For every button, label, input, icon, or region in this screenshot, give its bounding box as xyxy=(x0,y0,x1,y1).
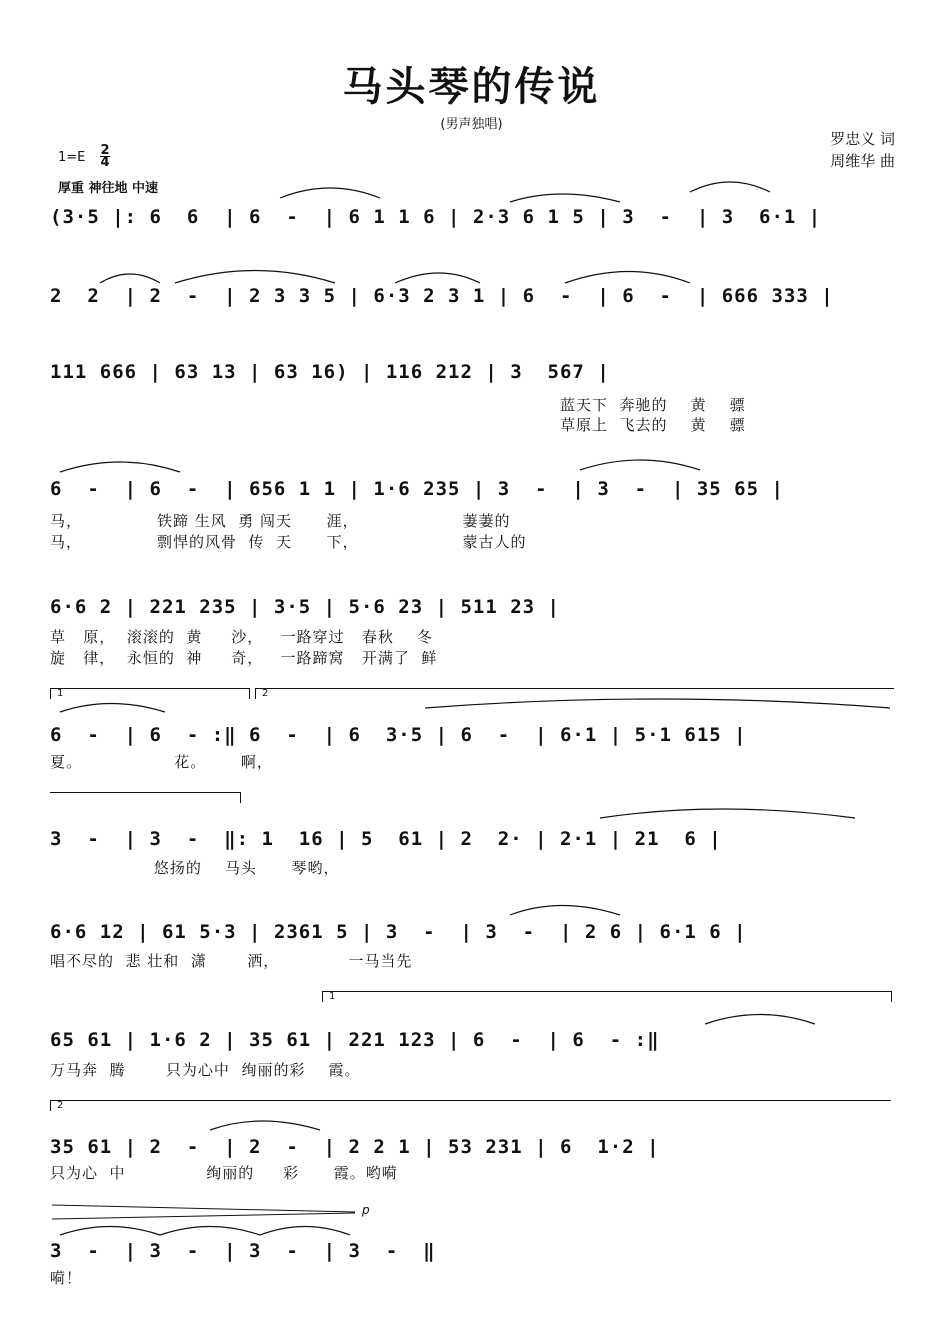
row-notes: (3·5 |: 6 6 | 6 - | 6 1 1 6 | 2·3 6 1 5 | 3 - | 3 6·1 | xyxy=(50,206,822,228)
slur xyxy=(690,182,770,192)
row-notes: 3 - | 3 - | 3 - | 3 - ‖ xyxy=(50,1240,436,1262)
row-notes: 111 666 | 63 13 | 63 16) | 116 212 | 3 567 | xyxy=(50,361,610,383)
time-signature xyxy=(100,145,110,168)
score-row xyxy=(50,820,898,862)
lyric-line-1: 悠扬的 马头 琴哟， xyxy=(50,859,340,877)
score-row xyxy=(50,198,898,240)
row-notes: 35 61 | 2 - | 2 - | 2 2 1 | 53 231 | 6 1·2 | xyxy=(50,1136,660,1158)
lyric-line-2: 旋 律， 永恒的 神 奇， 一路蹄窝 开满了 鲜 xyxy=(50,649,438,667)
slur xyxy=(580,460,700,470)
lyric-line-1: 嗬！ xyxy=(50,1269,83,1287)
score-row xyxy=(50,913,898,955)
tie-bracket xyxy=(50,792,241,803)
key-signature: 1=E xyxy=(58,150,86,165)
decrescendo-lower xyxy=(52,1213,355,1219)
score-row xyxy=(50,588,898,630)
slur xyxy=(60,704,165,713)
lyric-line-1: 唱不尽的 悲 壮和 潇 洒， 一马当先 xyxy=(50,952,413,970)
score-row xyxy=(50,1232,898,1274)
score-row xyxy=(50,353,898,395)
first-ending-bracket-b xyxy=(322,991,892,1002)
lyric-line-1: 蓝天下 奔驰的 黄 骠 xyxy=(560,396,746,414)
tempo-marking: 厚重 神往地 中速 xyxy=(58,181,159,196)
second-ending-bracket-b xyxy=(50,1100,891,1111)
lyric-line-1: 只为心 中 绚丽的 彩 霞。哟嗬 xyxy=(50,1164,398,1182)
row-notes: 6·6 2 | 221 235 | 3·5 | 5·6 23 | 511 23 | xyxy=(50,596,560,618)
row-notes: 2 2 | 2 - | 2 3 3 5 | 6·3 2 3 1 | 6 - | 6 - | 666 333 | xyxy=(50,285,834,307)
second-ending-label-b: 2 xyxy=(57,1100,64,1111)
lyric-line-1: 夏。 花。 啊， xyxy=(50,753,273,771)
score-row xyxy=(50,470,898,512)
second-ending-bracket xyxy=(255,688,894,699)
decrescendo-upper xyxy=(52,1205,355,1212)
first-ending-label-b: 1 xyxy=(329,991,336,1002)
lyricist-credit: 罗忠义 词 xyxy=(830,130,895,148)
lyric-line-2: 草原上 飞去的 黄 骠 xyxy=(560,416,746,434)
row-notes: 6 - | 6 - :‖ 6 - | 6 3·5 | 6 - | 6·1 | 5·1 615 | xyxy=(50,724,747,746)
lyric-line-1: 草 原， 滚滚的 黄 沙， 一路穿过 春秋 冬 xyxy=(50,628,433,646)
subtitle: (男声独唱) xyxy=(440,117,503,132)
row-notes: 3 - | 3 - ‖: 1 16 | 5 61 | 2 2· | 2·1 | 21 6 | xyxy=(50,828,722,850)
time-numerator: 2 xyxy=(100,143,110,158)
row-notes: 6·6 12 | 61 5·3 | 2361 5 | 3 - | 3 - | 2 6 | 6·1 6 | xyxy=(50,921,747,943)
slur xyxy=(425,699,890,708)
time-denominator: 4 xyxy=(100,155,110,170)
slur xyxy=(600,809,855,818)
lyric-line-1: 万马奔 腾 只为心中 绚丽的彩 霞。 xyxy=(50,1061,361,1079)
dynamic-marking: p xyxy=(362,1203,370,1217)
row-notes: 65 61 | 1·6 2 | 35 61 | 221 123 | 6 - | 6 - :‖ xyxy=(50,1029,660,1051)
score-row xyxy=(50,277,898,319)
score-row xyxy=(50,1021,898,1063)
page-title: 马头琴的传说 xyxy=(342,63,601,110)
first-ending-bracket xyxy=(50,688,250,699)
slur xyxy=(280,188,380,198)
row-notes: 6 - | 6 - | 656 1 1 | 1·6 235 | 3 - | 3 - | 35 65 | xyxy=(50,478,784,500)
first-ending-label: 1 xyxy=(57,688,64,699)
lyric-line-1: 马， 铁蹄 生风 勇 闯天 涯， 萋萋的 xyxy=(50,512,511,530)
second-ending-label: 2 xyxy=(262,688,269,699)
composer-credit: 周维华 曲 xyxy=(830,152,895,170)
lyric-line-2: 马， 剽悍的风骨 传 天 下， 蒙古人的 xyxy=(50,533,527,551)
